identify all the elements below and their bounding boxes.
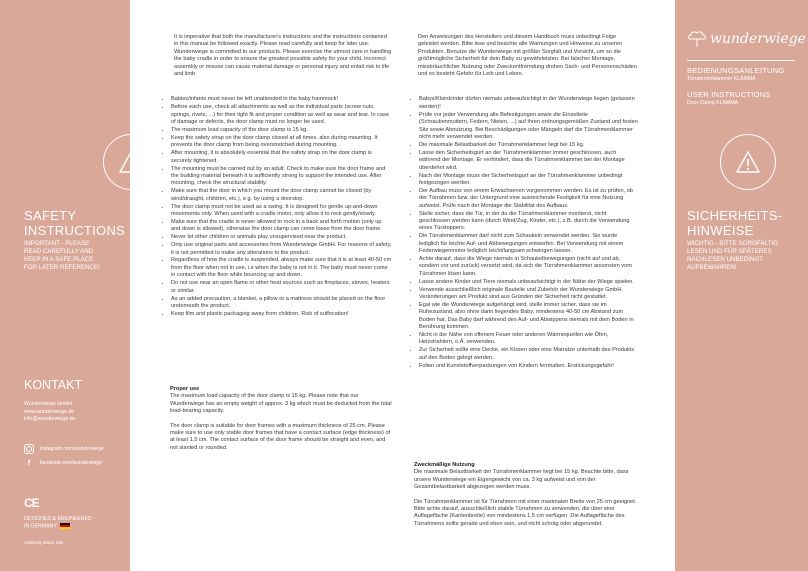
warning-icon xyxy=(720,134,776,190)
proper-use-text-2-en: The door clamp is suitable for door frames with a maximum thickness of 25 cm. Please make sure to use only stable door frames that have a contact surface (edge thickness) of at least 1.5 cm. The contact surface of the door frame should be straight and even, and not slanted or rounded. xyxy=(170,422,391,451)
list-item: • Der Aufbau muss von einem Erwachsenen vorgenommen werden. Es ist zu prüfen, ob der Türrahmen bzw. der Untergrund eine ausreichende Festigkeit für eine Nutzung aufweist. Prüfe nach der Montage die Stabilität des Aufbaus. xyxy=(419,188,638,210)
right-panel xyxy=(675,0,808,571)
ce-mark: CE xyxy=(24,496,39,510)
contact-block xyxy=(24,401,75,424)
proper-use-text-1-de: Die maximale Belastbarkeit der Türrahmenklammer liegt bei 15 kg. Beachte bitte, dass unsere Wunderwiege ein Eigengewicht von ca. 3 kg aufweist und von der Gesamtbelastbarkeit abgezogen werden muss. xyxy=(414,469,629,491)
divider xyxy=(687,60,795,61)
list-item: • Verwende ausschließlich originale Bauteile und Zubehör der Wunderwiege GmbH. Veränderungen am Produkt sind aus Gründen der Sicherheit nicht gestattet. xyxy=(419,287,638,302)
left-panel xyxy=(0,0,130,571)
safety-title: SAFETY INSTRUCTIONS xyxy=(24,208,126,238)
english-column xyxy=(164,34,392,319)
safety-note: IMPORTANT - PLEASE READ CAREFULLY AND KEEP IN A SAFE PLACE FOR LATER REFERENCE! xyxy=(24,240,100,271)
instagram-row[interactable]: instagram.com/wunderwiege xyxy=(24,444,104,454)
contact-company: Wunderwiege GmbH xyxy=(24,401,73,407)
safety-list-de xyxy=(412,96,638,370)
list-item: • The maximum load capacity of the door clamp is 15 kg. xyxy=(171,127,392,134)
proper-use-title-en: Proper use xyxy=(170,386,200,392)
list-item: • Make sure that the door in which you mount the door clamp cannot be closed (by wind/draught, children, etc.), e.g. by using a doorstop. xyxy=(171,188,392,203)
list-item: • Die maximale Belastbarkeit der Türrahmenklammer liegt bei 15 kg. xyxy=(419,142,638,149)
list-item: • After mounting, it is absolutely essential that the safety strap on the door clamp is securely tightened. xyxy=(171,150,392,165)
facebook-icon: f xyxy=(27,459,31,467)
safety-note-de: WICHTIG - BITTE SORGFÄLTIG LESEN UND FÜR SPÄTERES NACHLESEN UNBEDINGT AUFBEWAHREN! xyxy=(687,240,778,271)
proper-use-text-2-de: Die Türrahmenklammer ist für Türrahmen mit einer maximalen Breite von 25 cm geeignet. Bitte achte darauf, ausschließlich stabile Türrahmen zu verwenden, die über eine Auflagefläche (Kantenbreite) von mindestens 1,5 cm verfügen. Die Auflagefläche des Türrahmens sollte gerade und eben sein, und nicht schräg oder abgerundet. xyxy=(414,498,637,527)
list-item: • Lasse den Sicherheitsgurt an der Türrahmenklammer immer geschlossen, auch während der Montage. Er verhindert, dass die Türrahmenklammer bei der Montage überdehnt wird. xyxy=(419,150,638,172)
warning-icon xyxy=(103,134,159,190)
list-item: • Regardless of how the cradle is suspended, always make sure that it is at least 40-50 cm from the floor when not in use, i.e when the baby is not in it. The baby must never come in contact with the floor while bouncing up and down. xyxy=(171,257,392,279)
proper-use-text-1-en: The maximum load capacity of the door clamp is 15 kg. Please note that our Wunderwiege has an empty weight of approx. 3 kg which must be deducted from the total load-bearing capacity. xyxy=(170,393,392,415)
manual-title-en: USER INSTRUCTIONS xyxy=(687,90,771,99)
list-item: • Prüfe vor jeder Verwendung alle Befestigungen sowie die Einzelteile (Schraubenmuttern, Federn, Nieten, ...) auf ihren ordnungsgemäßen Zustand und festen Sitz sowie Abnutzung. Bei Beschädigungen oder Mängeln darf die Türrahmenklammer nicht mehr verwendet werden. xyxy=(419,112,638,142)
contact-title: KONTAKT xyxy=(24,378,83,392)
designed-in-germany: DESIGNED & ENGINEERED IN GERMANY xyxy=(24,516,92,530)
manual-title-de: BEDIENUNGSANLEITUNG xyxy=(687,66,785,75)
list-item: • Never let other children or animals play unsupervised near the product. xyxy=(171,234,392,241)
list-item: • Zur Sicherheit sollte eine Decke, ein Kissen oder eine Matratze unterhalb des Produkts auf den Boden gelegt werden. xyxy=(419,347,638,362)
list-item: • Die Türrahmenklammer darf nicht zum Schaukeln verwendet werden. Sie wurde lediglich für leichte Auf- und Abbewegungen entworfen. Bei Verwendung mit einem Federwiegenmotor lediglich leicht/langsam schwingen lassen. xyxy=(419,233,638,255)
list-item: • Babies/infants must never be left unattended in the baby hammock! xyxy=(171,96,392,103)
list-item: • Egal wie die Wunderwiege aufgehängt wird, stelle immer sicher, dass sie im Ruhezustand, also ohne darin liegendes Baby, mindestens 40-50 cm Abstand zum Boden hat. Das Baby darf während des Auf- und Abwippens niemals mit dem Boden in Berührung kommen. xyxy=(419,302,638,332)
germany-flag-icon xyxy=(60,523,70,529)
intro-de: Den Anweisungen des Herstellers und diesem Handbuch muss unbedingt Folge geleistet werden. Bitte lese und beachte alle Warnungen und Hinweise zu unseren Produkten. Benutze die Wunderwiege mit größter Sorgfalt und Vorsicht, um so die größtmögliche Sicherheit für dein Baby zu gewährleisten. Bei falscher Montage, missbräuchlicher Nutzung oder Zweckentfremdung drohen Sach- und Personenschäden und es besteht Gefahr für Leib und Leben. xyxy=(418,34,637,78)
instagram-icon xyxy=(24,444,34,454)
product-name-de: Türrahmenklammer KLAMMA xyxy=(687,76,756,82)
list-item: • Folien und Kunststoffverpackungen von Kindern fernhalten. Erstickungsgefahr! xyxy=(419,363,638,370)
proper-use-en xyxy=(170,386,394,452)
tree-logo-icon xyxy=(687,30,707,48)
safety-title-de: SICHERHEITS- HINWEISE xyxy=(687,208,783,238)
list-item: • Stelle sicher, dass die Tür, in der du die Türrahmenklammer montierst, nicht geschlossen werden kann (durch Wind/Zug, Kinder, etc.), z.B. durch die Verwendung eines Türstoppers. xyxy=(419,211,638,233)
list-item: • Keep film and plastic packaging away from children. Risk of suffocation! xyxy=(171,311,392,318)
list-item: • The door clamp must not be used as a swing. It is designed for gentle up-and-down movements only. When used with a cradle motor, only allow it to rock gently/slowly. xyxy=(171,204,392,219)
contact-web-link[interactable]: www.wunderwiege.de xyxy=(24,408,75,415)
list-item: • Nach der Montage muss der Sicherheitsgurt an der Türrahmenklammer unbedingt festgezogen werden. xyxy=(419,173,638,188)
article-number: Anleitung Stand: 328 xyxy=(24,540,63,545)
safety-list-en xyxy=(164,96,392,318)
list-item: • As an added precaution, a blanket, a pillow or a mattress should be placed on the floor underneath the product. xyxy=(171,296,392,311)
list-item: • Nicht in der Nähe von offenem Feuer oder anderen Wärmequellen wie Öfen, Heizstrahlern, o.Ä. verwenden. xyxy=(419,332,638,347)
list-item: • Lasse andere Kinder und Tiere niemals unbeaufsichtigt in der Nähe der Wiege spielen. xyxy=(419,279,638,286)
list-item: • Do not use near an open flame or other heat sources such as fireplaces, stoves, heaters or similar. xyxy=(171,280,392,295)
proper-use-de xyxy=(414,462,638,528)
list-item: • Achte darauf, dass die Wiege niemals in Schaukelbewegungen (nicht auf und ab, sondern vor und zurück) versetzt wird, da sich die Türrahmenklammer ansonsten vom Türrahmen lösen kann. xyxy=(419,256,638,278)
intro-en: It is imperative that both the manufacturer's instructions and the instructions contained in this manual be followed exactly. Please read carefully and keep for later use. Wunderwiege is committed to our products. Please exercise the utmost care in handling the baby cradle in order to ensure the greatest possible safety for your child. Incorrect assembly or misuse can cause material damage or personal injury and entail risk to life and limb xyxy=(174,34,392,78)
list-item: • Only use original parts and accessories from Wunderwiege GmbH. For reasons of safety, it is not permitted to make any alterations to the product. xyxy=(171,242,392,257)
proper-use-title-de: Zweckmäßige Nutzung xyxy=(414,462,475,468)
brand-logo: wunderwiege xyxy=(687,30,806,48)
list-item: • The mounting must be carried out by an adult. Check to make sure the door frame and the building material beneath it is sufficiently strong to support the intended use. After mounting, check the structural stability. xyxy=(171,166,392,188)
german-column xyxy=(412,34,638,371)
product-name-en: Door Clamp KLAMMA xyxy=(687,100,739,106)
facebook-row[interactable]: f facebook.com/wunderwiege xyxy=(24,458,102,468)
contact-email-link[interactable]: info@wunderwiege.de xyxy=(24,416,76,422)
list-item: • Babys/Kleinkinder dürfen niemals unbeaufsichtigt in der Wunderwiege liegen (gelassen werden)! xyxy=(419,96,638,111)
list-item: • Before each use, check all attachments as well as the individual parts (screw nuts, springs, rivets, ...) for their tight fit and proper condition as well as wear and tear. In case of damage or defects, the door clamp must no longer be used. xyxy=(171,104,392,126)
list-item: • Make sure that the cradle is never allowed to rock in a back and forth motion (only up and down is allowed), otherwise the door clamp can come loose from the door frame. xyxy=(171,219,392,234)
list-item: • Keep the safety strap on the door clamp closed at all times, also during mounting. It prevents the door clamp from being overstretched during mounting. xyxy=(171,135,392,150)
